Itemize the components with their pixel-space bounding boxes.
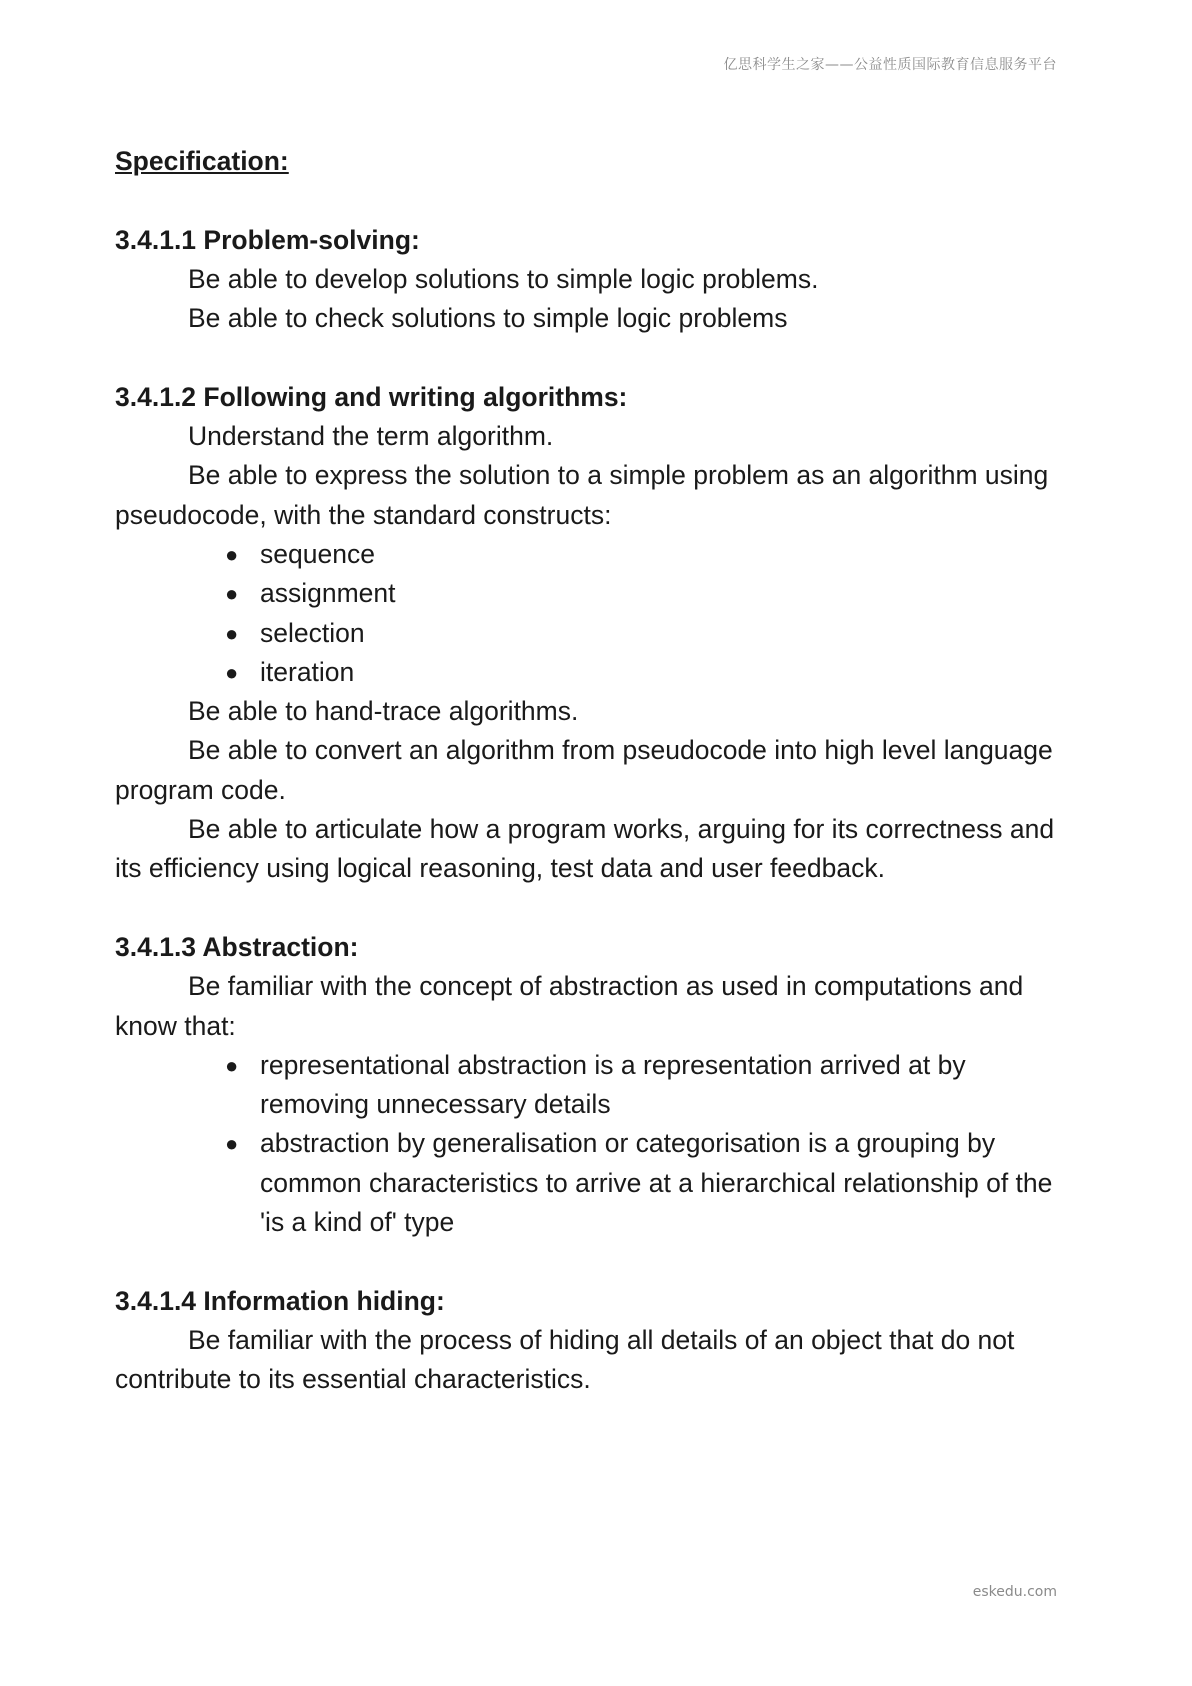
section-abstraction	[115, 928, 1075, 1242]
section-heading: 3.4.1.4 Information hiding:	[115, 1285, 445, 1316]
spec-title: Specification:	[115, 146, 289, 176]
bullet-icon: ●	[225, 541, 239, 567]
bullet-icon: ●	[225, 1052, 239, 1078]
bullet-icon: ●	[225, 1131, 239, 1157]
footer-site-domain: eskedu.com	[972, 1584, 1057, 1600]
list-item-text: representational abstraction is a representation arrived at by removing unnecessary details	[260, 1049, 966, 1120]
section-heading: 3.4.1.3 Abstraction:	[115, 931, 359, 962]
document-body	[115, 142, 1075, 1400]
list-item-text: selection	[260, 617, 365, 648]
paragraph: Be able to convert an algorithm from pseudocode into high level language program code.	[115, 735, 1053, 805]
paragraph: Understand the term algorithm.	[188, 421, 554, 452]
paragraph: Be able to develop solutions to simple logic problems.	[188, 263, 819, 294]
list-item-text: assignment	[260, 578, 396, 609]
section-algorithms	[115, 378, 1075, 889]
section-information-hiding	[115, 1282, 1075, 1400]
list-item	[225, 614, 1075, 653]
list-item	[225, 1124, 1075, 1242]
list-item	[225, 653, 1075, 692]
paragraph: Be able to articulate how a program works, arguing for its correctness and its efficiency using logical reasoning, test data and user feedback.	[115, 814, 1055, 884]
abstraction-list	[115, 1046, 1075, 1242]
section-heading: 3.4.1.1 Problem-solving:	[115, 224, 420, 255]
paragraph: Be able to express the solution to a simple problem as an algorithm using pseudocode, with the standard constructs:	[115, 460, 1049, 530]
paragraph: Be familiar with the process of hiding all details of an object that do not contribute to its essential characteristics.	[115, 1324, 1015, 1395]
list-item	[225, 1046, 1075, 1125]
section-heading: 3.4.1.2 Following and writing algorithms:	[115, 381, 628, 412]
paragraph: Be familiar with the concept of abstraction as used in computations and know that:	[115, 971, 1024, 1041]
bullet-icon: ●	[225, 581, 239, 607]
list-item-text: iteration	[260, 656, 355, 687]
constructs-list	[115, 535, 1075, 692]
bullet-icon: ●	[225, 620, 239, 646]
list-item	[225, 574, 1075, 613]
header-site-note: 亿思科学生之家——公益性质国际教育信息服务平台	[723, 57, 1057, 73]
list-item-text: sequence	[260, 538, 375, 569]
section-problem-solving	[115, 221, 1075, 339]
paragraph: Be able to check solutions to simple logic problems	[188, 303, 788, 334]
bullet-icon: ●	[225, 659, 239, 685]
list-item	[225, 535, 1075, 574]
list-item-text: abstraction by generalisation or categorisation is a grouping by common characteristics to arrive at a hierarchical relationship of the 'is a kind of' type	[260, 1128, 1053, 1238]
paragraph: Be able to hand-trace algorithms.	[188, 696, 579, 727]
